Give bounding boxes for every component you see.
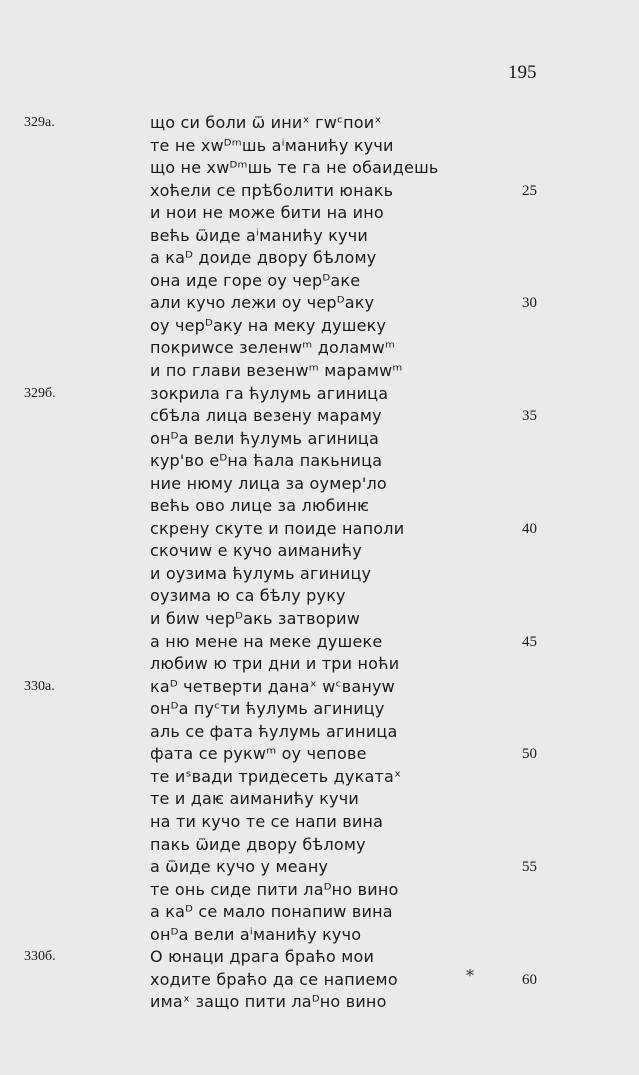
line-number: 30	[522, 295, 537, 312]
verse-line: пакь ѿиде двору бѣлому	[150, 834, 366, 854]
verse-line: а каᴰ се мало понапиw вина	[150, 902, 393, 922]
page-number: 195	[508, 62, 537, 83]
folio-mark: 329a.	[24, 115, 55, 130]
line-number: 55	[522, 859, 537, 876]
line-number: 25	[522, 182, 537, 199]
verse-line: те онь сиде пити лаᴰно вино	[150, 879, 399, 899]
verse-line: она иде горе оу черᴰаке	[150, 270, 361, 290]
verse-line: що си боли ѿ иниˣ гwᶜпоиˣ	[150, 113, 382, 132]
verse-line: те не хwᴰᵐшь аⁱманићу кучи	[150, 135, 394, 155]
verse-line: що не хwᴰᵐшь те га не обаидешь	[150, 158, 439, 178]
verse-line: фата се рукwᵐ оу чепове	[150, 744, 367, 764]
verse-line: већь ово лице за любинѥ	[150, 496, 370, 516]
verse-line: онᴰа вели аⁱманићу кучо	[150, 924, 362, 944]
folio-mark: 330a.	[24, 678, 55, 694]
folio-mark: 330б.	[24, 949, 56, 965]
verse-line: скочиw е кучо аиманићу	[150, 541, 362, 561]
verse-line: и оузима ћулумь агиницу	[150, 563, 372, 583]
verse-line: ние нюму лица за оумер'ло	[150, 473, 387, 493]
verse-line: зокрила га ћулумь агиница	[150, 383, 389, 403]
verse-line: любиw ю три дни и три ноћи	[150, 654, 400, 674]
verse-line: оузима ю са бѣлу руку	[150, 586, 346, 606]
verse-line: ходите браћо да се напиемо	[150, 969, 398, 989]
verse-line: покриwсе зеленwᵐ доламwᵐ	[150, 338, 396, 358]
verse-line: већь ѿиде аⁱманићу кучи	[150, 225, 368, 245]
verse-line: оу черᴰаку на меку душеку	[150, 315, 387, 335]
verse-line: хоћели се прѣболити юнакь	[150, 180, 394, 200]
verse-line: и по глави везенwᵐ марамwᵐ	[150, 361, 403, 381]
verse-line: и нои не може бити на ино	[150, 203, 384, 223]
line-number: 60	[522, 971, 537, 988]
verse-line: те и даѥ аиманићу кучи	[150, 789, 359, 809]
line-number: 40	[522, 520, 537, 537]
line-number: 35	[522, 408, 537, 425]
verse-text	[150, 112, 439, 1014]
verse-line: а каᴰ доиде двору бѣлому	[150, 248, 377, 268]
verse-line: сбѣла лица везену мараму	[150, 406, 382, 426]
verse-line: и биw черᴰакь затвориw	[150, 609, 361, 629]
folio-mark: 329б.	[24, 385, 56, 401]
verse-line: скрену скуте и поиде наполи	[150, 518, 405, 538]
verse-line: а ѿиде кучо у меану	[150, 857, 329, 877]
verse-line: аль се фата ћулумь агиница	[150, 721, 398, 741]
verse-line: онᴰа вели ћулумь агиница	[150, 428, 380, 448]
verse-line: али кучо лежи оу черᴰаку	[150, 293, 375, 313]
verse-line: О юнаци драга браћо мои	[150, 947, 375, 967]
line-number: 45	[522, 633, 537, 650]
verse-line: а ню мене на меке душеке	[150, 631, 383, 651]
asterisk-mark: *	[466, 966, 474, 985]
verse-line: на ти кучо те се напи вина	[150, 811, 384, 831]
verse-line: каᴰ четверти данаˣ wᶜвануw	[150, 676, 395, 696]
verse-line: те иˢвади тридесеть дукатаˣ	[150, 766, 402, 786]
verse-line: имаˣ защо пити лаᴰно вино	[150, 992, 387, 1012]
line-number: 50	[522, 746, 537, 763]
verse-line: онᴰа пуᶜти ћулумь агиницу	[150, 699, 385, 719]
verse-line: кур'во еᴰна ћала пакьница	[150, 451, 383, 471]
